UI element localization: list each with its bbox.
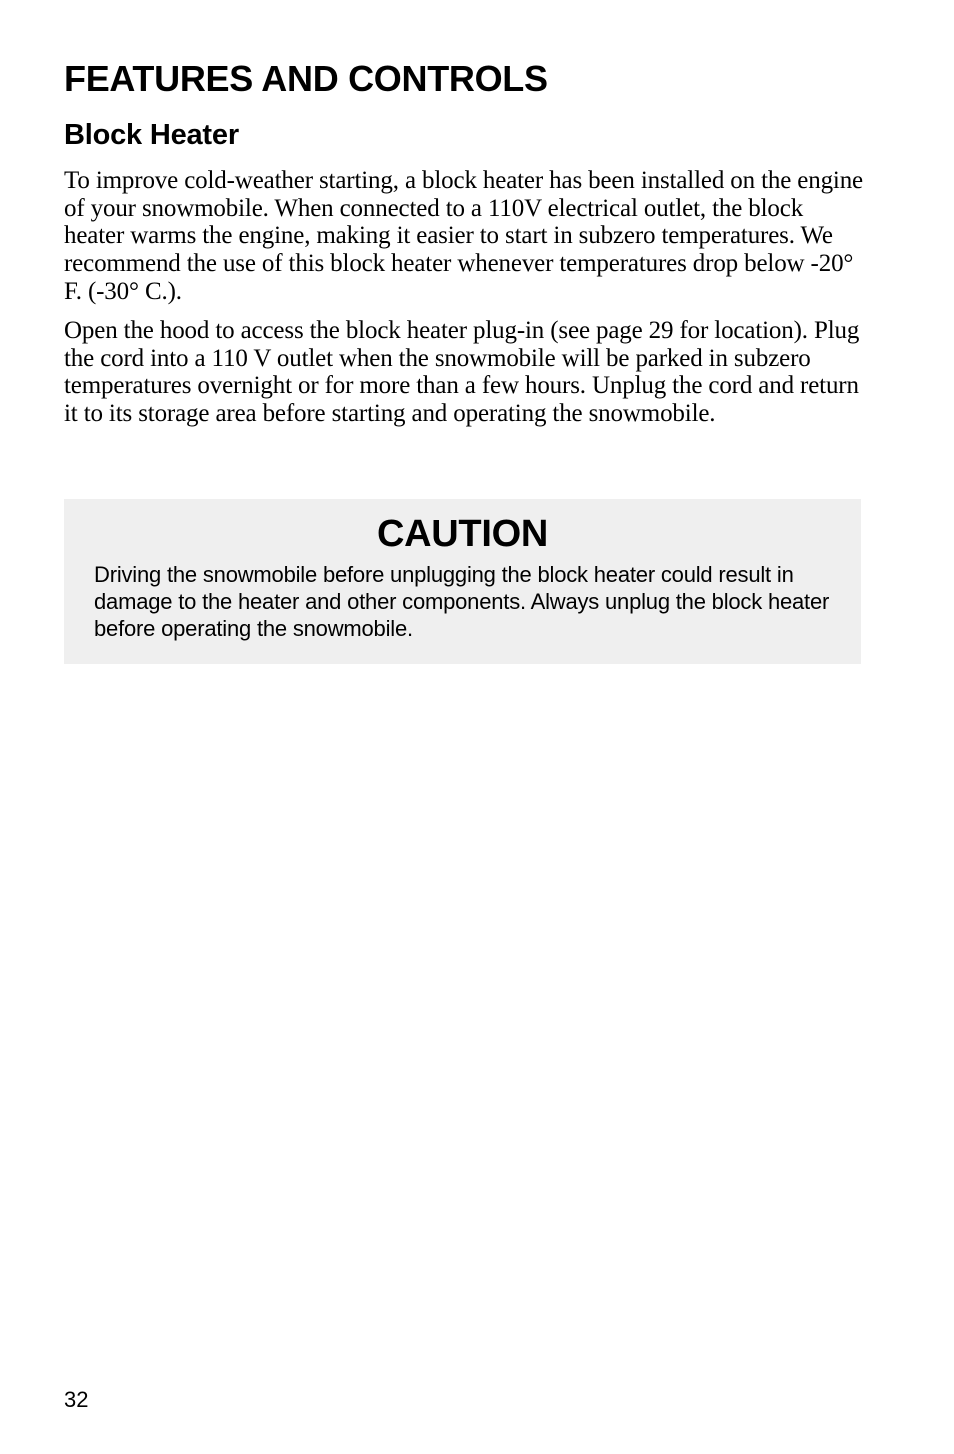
page-title: FEATURES AND CONTROLS [64, 58, 548, 99]
caution-box [64, 499, 861, 664]
caution-text: Driving the snowmobile before unplugging the block heater could result in damage to the heater and other components. Always unplug the block heater before operating the snowmobile. [94, 562, 830, 641]
body-paragraph-2: Open the hood to access the block heater plug-in (see page 29 for location). Plug the cord into a 110 V outlet when the snowmobile will be parked in subzero temperatures overnight or for more than a few hours. Unplug the cord and return it to its storage area before starting and operating the snowmobile. [64, 317, 860, 428]
body-paragraph-1: To improve cold-weather starting, a block heater has been installed on the engine of your snowmobile. When connected to a 110V electrical outlet, the block heater warms the engine, making it easier to start in subzero temperatures. We recommend the use of this block heater whenever temperatures drop below -20° F. (-30° C.). [64, 167, 864, 305]
caution-heading: CAUTION [377, 513, 548, 555]
page-number: 32 [64, 1387, 89, 1412]
section-title: Block Heater [64, 119, 239, 151]
